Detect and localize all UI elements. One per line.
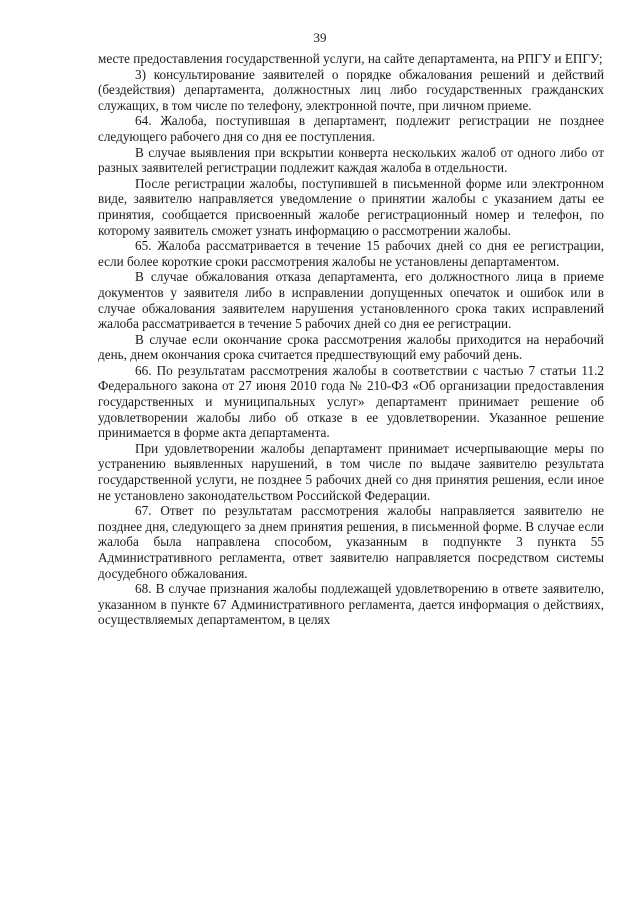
paragraph: При удовлетворении жалобы департамент принимает исчерпывающие меры по устранению выявленных нарушений, в том числе по выдаче заявителю результата государственной услуги, не позднее 5 рабочих дней со дня принятия решения, если иное не установлено законодательством Российской Федерации.: [98, 440, 604, 503]
paragraph: 3) консультирование заявителей о порядке обжалования решений и действий (бездействия) департамента, должностных лиц либо государственных гражданских служащих, в том числе по телефону, электронной почте, при личном приеме.: [98, 66, 604, 113]
paragraph: В случае если окончание срока рассмотрения жалобы приходится на нерабочий день, днем окончания срока считается предшествующий ему рабочий день.: [98, 331, 604, 363]
paragraph: 65. Жалоба рассматривается в течение 15 рабочих дней со дня ее регистрации, если более короткие сроки рассмотрения жалобы не установлены департаментом.: [98, 238, 604, 269]
page-number: 39: [313, 30, 327, 45]
paragraph: После регистрации жалобы, поступившей в письменной форме или электронном виде, заявителю направляется уведомление о принятии жалобы с указанием даты ее принятия, сообщается присвоенный жалобе регистрационный номер и телефон, по которому заявитель сможет узнать информацию о рассмотрении жалобы.: [98, 175, 604, 238]
paragraph: В случае обжалования отказа департамента, его должностного лица в приеме документов у заявителя либо в исправлении допущенных опечаток и ошибок или в случае обжалования заявителем нарушения установленного срока таких исправлений жалоба рассматривается в течение 5 рабочих дней со дня ее регистрации.: [98, 269, 604, 332]
paragraph: 66. По результатам рассмотрения жалобы в соответствии с частью 7 статьи 11.2 Федерального закона от 27 июня 2010 года № 210-ФЗ «Об организации предоставления государственных и муниципальных услуг» департамент принимает решение об удовлетворении жалобы либо об отказе в ее удовлетворении. Указанное решение принимается в форме акта департамента.: [98, 362, 604, 441]
paragraph: 67. Ответ по результатам рассмотрения жалобы направляется заявителю не позднее дня, следующего за днем принятия решения, в письменной форме. В случае если жалоба была направлена способом, указанным в подпункте 3 пункта 55 Административного регламента, ответ заявителю направляется посредством системы досудебного обжалования.: [98, 503, 604, 581]
paragraph: месте предоставления государственной услуги, на сайте департамента, на РПГУ и ЕПГУ;: [98, 51, 603, 66]
paragraph: 68. В случае признания жалобы подлежащей удовлетворению в ответе заявителю, указанном в пункте 67 Административного регламента, дается информация о действиях, осуществляемых департаментом, в целях: [98, 581, 604, 628]
paragraph: В случае выявления при вскрытии конверта нескольких жалоб от одного либо от разных заявителей регистрации подлежит каждая жалоба в отдельности.: [98, 144, 604, 176]
document-body: [98, 51, 604, 628]
paragraph: 64. Жалоба, поступившая в департамент, подлежит регистрации не позднее следующего рабочего дня со дня ее поступления.: [98, 113, 604, 144]
